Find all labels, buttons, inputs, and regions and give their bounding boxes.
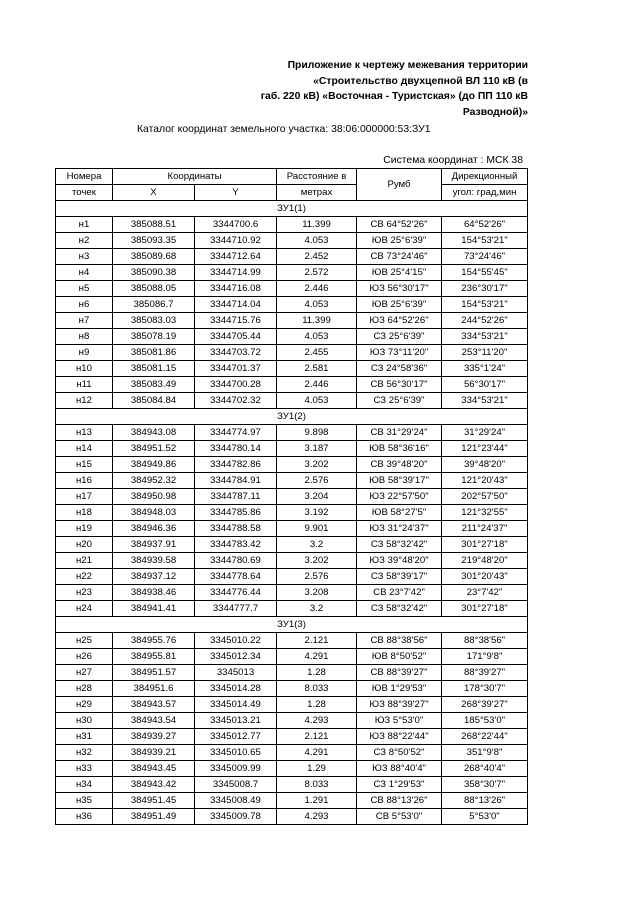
title-line-4: Разводной)» bbox=[462, 106, 528, 118]
header-distance: Расстояние в bbox=[277, 169, 357, 185]
angle-cell: 335°1'24" bbox=[442, 361, 528, 377]
rumb-cell: ЮВ 8°50'52" bbox=[357, 649, 442, 665]
y-cell: 3344703.72 bbox=[195, 345, 277, 361]
point-no-cell: н26 bbox=[56, 649, 113, 665]
rumb-cell: ЮЗ 64°52'26" bbox=[357, 313, 442, 329]
point-no-cell: н8 bbox=[56, 329, 113, 345]
angle-cell: 351°9'8" bbox=[442, 745, 528, 761]
point-no-cell: н28 bbox=[56, 681, 113, 697]
angle-cell: 236°30'17" bbox=[442, 281, 528, 297]
x-cell: 384943.54 bbox=[113, 713, 195, 729]
y-cell: 3344774.97 bbox=[195, 425, 277, 441]
distance-cell: 4.293 bbox=[277, 713, 357, 729]
point-no-cell: н3 bbox=[56, 249, 113, 265]
distance-cell: 2.576 bbox=[277, 569, 357, 585]
rumb-cell: ЮЗ 88°39'27" bbox=[357, 697, 442, 713]
point-no-cell: н33 bbox=[56, 761, 113, 777]
y-cell: 3345013.21 bbox=[195, 713, 277, 729]
table-row bbox=[56, 521, 528, 537]
x-cell: 384938.46 bbox=[113, 585, 195, 601]
x-cell: 384951.57 bbox=[113, 665, 195, 681]
y-cell: 3345009.99 bbox=[195, 761, 277, 777]
rumb-cell: СВ 88°39'27" bbox=[357, 665, 442, 681]
x-cell: 385089.68 bbox=[113, 249, 195, 265]
table-row bbox=[56, 473, 528, 489]
x-cell: 385078.19 bbox=[113, 329, 195, 345]
y-cell: 3344712.64 bbox=[195, 249, 277, 265]
point-no-cell: н13 bbox=[56, 425, 113, 441]
rumb-cell: СЗ 25°6'39" bbox=[357, 393, 442, 409]
angle-cell: 219°48'20" bbox=[442, 553, 528, 569]
y-cell: 3345014.49 bbox=[195, 697, 277, 713]
point-no-cell: н27 bbox=[56, 665, 113, 681]
distance-cell: 1.29 bbox=[277, 761, 357, 777]
angle-cell: 73°24'46" bbox=[442, 249, 528, 265]
rumb-cell: СЗ 8°50'52" bbox=[357, 745, 442, 761]
rumb-cell: ЮВ 58°36'16" bbox=[357, 441, 442, 457]
distance-cell: 2.452 bbox=[277, 249, 357, 265]
rumb-cell: ЮВ 58°39'17" bbox=[357, 473, 442, 489]
y-cell: 3345010.22 bbox=[195, 633, 277, 649]
table-row bbox=[56, 249, 528, 265]
rumb-cell: СВ 31°29'24" bbox=[357, 425, 442, 441]
angle-cell: 334°53'21" bbox=[442, 329, 528, 345]
x-cell: 384951.52 bbox=[113, 441, 195, 457]
x-cell: 384943.45 bbox=[113, 761, 195, 777]
x-cell: 384939.58 bbox=[113, 553, 195, 569]
distance-cell: 1.28 bbox=[277, 665, 357, 681]
x-cell: 385081.86 bbox=[113, 345, 195, 361]
angle-cell: 244°52'26" bbox=[442, 313, 528, 329]
angle-cell: 154°55'45" bbox=[442, 265, 528, 281]
angle-cell: 56°30'17" bbox=[442, 377, 528, 393]
table-row bbox=[56, 217, 528, 233]
table-row bbox=[56, 633, 528, 649]
table-row bbox=[56, 553, 528, 569]
document-title bbox=[168, 58, 528, 120]
angle-cell: 31°29'24" bbox=[442, 425, 528, 441]
angle-cell: 154°53'21" bbox=[442, 233, 528, 249]
y-cell: 3344780.69 bbox=[195, 553, 277, 569]
point-no-cell: н20 bbox=[56, 537, 113, 553]
distance-cell: 8.033 bbox=[277, 777, 357, 793]
distance-cell: 4.293 bbox=[277, 809, 357, 825]
rumb-cell: СВ 88°13'26" bbox=[357, 793, 442, 809]
section-row bbox=[56, 409, 528, 425]
angle-cell: 154°53'21" bbox=[442, 297, 528, 313]
point-no-cell: н7 bbox=[56, 313, 113, 329]
rumb-cell: ЮВ 25°6'39" bbox=[357, 297, 442, 313]
angle-cell: 178°30'7" bbox=[442, 681, 528, 697]
table-row bbox=[56, 393, 528, 409]
rumb-cell: СВ 23°7'42" bbox=[357, 585, 442, 601]
table-row bbox=[56, 569, 528, 585]
y-cell: 3344783.42 bbox=[195, 537, 277, 553]
table-row bbox=[56, 313, 528, 329]
y-cell: 3345014.28 bbox=[195, 681, 277, 697]
y-cell: 3344785.86 bbox=[195, 505, 277, 521]
distance-cell: 2.455 bbox=[277, 345, 357, 361]
distance-cell: 3.192 bbox=[277, 505, 357, 521]
distance-cell: 4.053 bbox=[277, 297, 357, 313]
y-cell: 3345008.7 bbox=[195, 777, 277, 793]
rumb-cell: СВ 56°30'17" bbox=[357, 377, 442, 393]
table-row bbox=[56, 345, 528, 361]
point-no-cell: н9 bbox=[56, 345, 113, 361]
point-no-cell: н6 bbox=[56, 297, 113, 313]
table-row bbox=[56, 425, 528, 441]
angle-cell: 88°38'56" bbox=[442, 633, 528, 649]
point-no-cell: н12 bbox=[56, 393, 113, 409]
y-cell: 3345009.78 bbox=[195, 809, 277, 825]
x-cell: 384939.21 bbox=[113, 745, 195, 761]
point-no-cell: н23 bbox=[56, 585, 113, 601]
rumb-cell: ЮЗ 22°57'50" bbox=[357, 489, 442, 505]
distance-cell: 3.2 bbox=[277, 537, 357, 553]
header-rumb: Румб bbox=[357, 169, 442, 201]
table-row bbox=[56, 681, 528, 697]
point-no-cell: н29 bbox=[56, 697, 113, 713]
x-cell: 384937.91 bbox=[113, 537, 195, 553]
angle-cell: 301°20'43" bbox=[442, 569, 528, 585]
title-line-1: Приложение к чертежу межевания территории bbox=[287, 60, 528, 71]
distance-cell: 2.576 bbox=[277, 473, 357, 489]
point-no-cell: н11 bbox=[56, 377, 113, 393]
y-cell: 3345010.65 bbox=[195, 745, 277, 761]
x-cell: 384952.32 bbox=[113, 473, 195, 489]
catalog-caption: Каталог координат земельного участка: 38:06:000000:53:ЗУ1 bbox=[137, 124, 431, 135]
rumb-cell: СЗ 1°29'53" bbox=[357, 777, 442, 793]
distance-cell: 3.2 bbox=[277, 601, 357, 617]
angle-cell: 334°53'21" bbox=[442, 393, 528, 409]
table-row bbox=[56, 809, 528, 825]
angle-cell: 5°53'0" bbox=[442, 809, 528, 825]
y-cell: 3344788.58 bbox=[195, 521, 277, 537]
point-no-cell: н34 bbox=[56, 777, 113, 793]
distance-cell: 4.291 bbox=[277, 745, 357, 761]
y-cell: 3344701.37 bbox=[195, 361, 277, 377]
x-cell: 384946.36 bbox=[113, 521, 195, 537]
table-row bbox=[56, 297, 528, 313]
x-cell: 384950.98 bbox=[113, 489, 195, 505]
rumb-cell: СЗ 58°39'17" bbox=[357, 569, 442, 585]
rumb-cell: СВ 64°52'26" bbox=[357, 217, 442, 233]
distance-cell: 3.204 bbox=[277, 489, 357, 505]
rumb-cell: ЮЗ 88°40'4" bbox=[357, 761, 442, 777]
y-cell: 3345008.49 bbox=[195, 793, 277, 809]
x-cell: 385088.51 bbox=[113, 217, 195, 233]
y-cell: 3345013 bbox=[195, 665, 277, 681]
angle-cell: 121°20'43" bbox=[442, 473, 528, 489]
y-cell: 3344700.28 bbox=[195, 377, 277, 393]
table-row bbox=[56, 601, 528, 617]
distance-cell: 1.28 bbox=[277, 697, 357, 713]
table-row bbox=[56, 713, 528, 729]
title-line-2: «Строительство двухцепной ВЛ 110 кВ (в bbox=[313, 75, 528, 87]
x-cell: 384941.41 bbox=[113, 601, 195, 617]
coordinates-table bbox=[55, 168, 528, 825]
table-row bbox=[56, 281, 528, 297]
header-distance-2: метрах bbox=[277, 185, 357, 201]
y-cell: 3344784.91 bbox=[195, 473, 277, 489]
distance-cell: 2.121 bbox=[277, 729, 357, 745]
point-no-cell: н25 bbox=[56, 633, 113, 649]
angle-cell: 301°27'18" bbox=[442, 601, 528, 617]
point-no-cell: н1 bbox=[56, 217, 113, 233]
x-cell: 385090.38 bbox=[113, 265, 195, 281]
rumb-cell: ЮЗ 73°11'20" bbox=[357, 345, 442, 361]
y-cell: 3344776.44 bbox=[195, 585, 277, 601]
angle-cell: 358°30'7" bbox=[442, 777, 528, 793]
angle-cell: 64°52'26" bbox=[442, 217, 528, 233]
angle-cell: 253°11'20" bbox=[442, 345, 528, 361]
x-cell: 384951.49 bbox=[113, 809, 195, 825]
header-y: Y bbox=[195, 185, 277, 201]
section-row bbox=[56, 617, 528, 633]
table-row bbox=[56, 457, 528, 473]
y-cell: 3345012.34 bbox=[195, 649, 277, 665]
distance-cell: 4.053 bbox=[277, 233, 357, 249]
distance-cell: 3.187 bbox=[277, 441, 357, 457]
y-cell: 3344714.99 bbox=[195, 265, 277, 281]
distance-cell: 2.581 bbox=[277, 361, 357, 377]
angle-cell: 202°57'50" bbox=[442, 489, 528, 505]
y-cell: 3344710.92 bbox=[195, 233, 277, 249]
rumb-cell: ЮЗ 31°24'37" bbox=[357, 521, 442, 537]
y-cell: 3344702.32 bbox=[195, 393, 277, 409]
point-no-cell: н14 bbox=[56, 441, 113, 457]
angle-cell: 39°48'20" bbox=[442, 457, 528, 473]
point-no-cell: н5 bbox=[56, 281, 113, 297]
y-cell: 3344777.7 bbox=[195, 601, 277, 617]
point-no-cell: н31 bbox=[56, 729, 113, 745]
point-no-cell: н16 bbox=[56, 473, 113, 489]
distance-cell: 8.033 bbox=[277, 681, 357, 697]
angle-cell: 23°7'42" bbox=[442, 585, 528, 601]
x-cell: 385093.35 bbox=[113, 233, 195, 249]
x-cell: 384943.42 bbox=[113, 777, 195, 793]
table-row bbox=[56, 697, 528, 713]
angle-cell: 211°24'37" bbox=[442, 521, 528, 537]
angle-cell: 88°13'26" bbox=[442, 793, 528, 809]
distance-cell: 9.901 bbox=[277, 521, 357, 537]
point-no-cell: н18 bbox=[56, 505, 113, 521]
y-cell: 3344778.64 bbox=[195, 569, 277, 585]
rumb-cell: ЮЗ 5°53'0" bbox=[357, 713, 442, 729]
rumb-cell: СЗ 58°32'42" bbox=[357, 601, 442, 617]
x-cell: 385088.05 bbox=[113, 281, 195, 297]
x-cell: 384951.45 bbox=[113, 793, 195, 809]
header-point-no: Номера bbox=[56, 169, 113, 185]
y-cell: 3344714.04 bbox=[195, 297, 277, 313]
header-coordinates: Координаты bbox=[113, 169, 277, 185]
table-row bbox=[56, 793, 528, 809]
table-row bbox=[56, 377, 528, 393]
angle-cell: 301°27'18" bbox=[442, 537, 528, 553]
rumb-cell: СВ 39°48'20" bbox=[357, 457, 442, 473]
y-cell: 3344787.11 bbox=[195, 489, 277, 505]
rumb-cell: СВ 88°38'56" bbox=[357, 633, 442, 649]
table-row bbox=[56, 505, 528, 521]
table-row bbox=[56, 665, 528, 681]
table-row bbox=[56, 233, 528, 249]
point-no-cell: н35 bbox=[56, 793, 113, 809]
table-row bbox=[56, 761, 528, 777]
table-body bbox=[56, 201, 528, 825]
table-row bbox=[56, 265, 528, 281]
y-cell: 3344782.86 bbox=[195, 457, 277, 473]
point-no-cell: н24 bbox=[56, 601, 113, 617]
x-cell: 384943.57 bbox=[113, 697, 195, 713]
y-cell: 3345012.77 bbox=[195, 729, 277, 745]
distance-cell: 2.446 bbox=[277, 281, 357, 297]
point-no-cell: н32 bbox=[56, 745, 113, 761]
y-cell: 3344705.44 bbox=[195, 329, 277, 345]
angle-cell: 268°40'4" bbox=[442, 761, 528, 777]
angle-cell: 121°32'55" bbox=[442, 505, 528, 521]
y-cell: 3344700.6 bbox=[195, 217, 277, 233]
x-cell: 384955.81 bbox=[113, 649, 195, 665]
x-cell: 384937.12 bbox=[113, 569, 195, 585]
distance-cell: 3.208 bbox=[277, 585, 357, 601]
point-no-cell: н36 bbox=[56, 809, 113, 825]
angle-cell: 88°39'27" bbox=[442, 665, 528, 681]
table-row bbox=[56, 489, 528, 505]
distance-cell: 3.202 bbox=[277, 553, 357, 569]
table-row bbox=[56, 441, 528, 457]
distance-cell: 11.399 bbox=[277, 217, 357, 233]
table-row bbox=[56, 537, 528, 553]
section-row bbox=[56, 201, 528, 217]
point-no-cell: н30 bbox=[56, 713, 113, 729]
y-cell: 3344715.76 bbox=[195, 313, 277, 329]
section-label: ЗУ1(2) bbox=[56, 409, 528, 425]
coordinate-system-label: Система координат : МСК 38 bbox=[383, 155, 523, 166]
point-no-cell: н17 bbox=[56, 489, 113, 505]
distance-cell: 11.399 bbox=[277, 313, 357, 329]
point-no-cell: н4 bbox=[56, 265, 113, 281]
rumb-cell: ЮВ 25°4'15" bbox=[357, 265, 442, 281]
table-row bbox=[56, 745, 528, 761]
x-cell: 384951.6 bbox=[113, 681, 195, 697]
table-row bbox=[56, 777, 528, 793]
x-cell: 384955.76 bbox=[113, 633, 195, 649]
header-point-no-2: точек bbox=[56, 185, 113, 201]
rumb-cell: ЮВ 25°6'39" bbox=[357, 233, 442, 249]
rumb-cell: СВ 73°24'46" bbox=[357, 249, 442, 265]
rumb-cell: ЮВ 1°29'53" bbox=[357, 681, 442, 697]
angle-cell: 121°23'44" bbox=[442, 441, 528, 457]
x-cell: 384949.86 bbox=[113, 457, 195, 473]
table-row bbox=[56, 329, 528, 345]
x-cell: 385081.15 bbox=[113, 361, 195, 377]
distance-cell: 2.121 bbox=[277, 633, 357, 649]
x-cell: 385086.7 bbox=[113, 297, 195, 313]
point-no-cell: н21 bbox=[56, 553, 113, 569]
header-angle: Дирекционный bbox=[442, 169, 528, 185]
distance-cell: 9.898 bbox=[277, 425, 357, 441]
distance-cell: 4.053 bbox=[277, 329, 357, 345]
angle-cell: 171°9'8" bbox=[442, 649, 528, 665]
title-line-3: габ. 220 кВ) «Восточная - Туристская» (до ПП 110 кВ bbox=[260, 91, 528, 102]
rumb-cell: СЗ 58°32'42" bbox=[357, 537, 442, 553]
x-cell: 385083.49 bbox=[113, 377, 195, 393]
x-cell: 385083.03 bbox=[113, 313, 195, 329]
section-label: ЗУ1(3) bbox=[56, 617, 528, 633]
point-no-cell: н2 bbox=[56, 233, 113, 249]
angle-cell: 268°22'44" bbox=[442, 729, 528, 745]
angle-cell: 268°39'27" bbox=[442, 697, 528, 713]
x-cell: 384948.03 bbox=[113, 505, 195, 521]
rumb-cell: СЗ 25°6'39" bbox=[357, 329, 442, 345]
angle-cell: 185°53'0" bbox=[442, 713, 528, 729]
y-cell: 3344780.14 bbox=[195, 441, 277, 457]
distance-cell: 2.446 bbox=[277, 377, 357, 393]
distance-cell: 3.202 bbox=[277, 457, 357, 473]
header-angle-2: угол: град,мин bbox=[442, 185, 528, 201]
point-no-cell: н19 bbox=[56, 521, 113, 537]
table-row bbox=[56, 585, 528, 601]
rumb-cell: СЗ 24°58'36" bbox=[357, 361, 442, 377]
point-no-cell: н22 bbox=[56, 569, 113, 585]
point-no-cell: н10 bbox=[56, 361, 113, 377]
point-no-cell: н15 bbox=[56, 457, 113, 473]
section-label: ЗУ1(1) bbox=[56, 201, 528, 217]
x-cell: 384943.08 bbox=[113, 425, 195, 441]
rumb-cell: ЮЗ 88°22'44" bbox=[357, 729, 442, 745]
rumb-cell: ЮВ 58°27'5" bbox=[357, 505, 442, 521]
table-row bbox=[56, 361, 528, 377]
distance-cell: 4.053 bbox=[277, 393, 357, 409]
rumb-cell: ЮЗ 56°30'17" bbox=[357, 281, 442, 297]
rumb-cell: СВ 5°53'0" bbox=[357, 809, 442, 825]
distance-cell: 2.572 bbox=[277, 265, 357, 281]
distance-cell: 4.291 bbox=[277, 649, 357, 665]
distance-cell: 1.291 bbox=[277, 793, 357, 809]
table-row bbox=[56, 649, 528, 665]
header-x: X bbox=[113, 185, 195, 201]
x-cell: 384939.27 bbox=[113, 729, 195, 745]
x-cell: 385084.84 bbox=[113, 393, 195, 409]
rumb-cell: ЮЗ 39°48'20" bbox=[357, 553, 442, 569]
table-row bbox=[56, 729, 528, 745]
y-cell: 3344716.08 bbox=[195, 281, 277, 297]
